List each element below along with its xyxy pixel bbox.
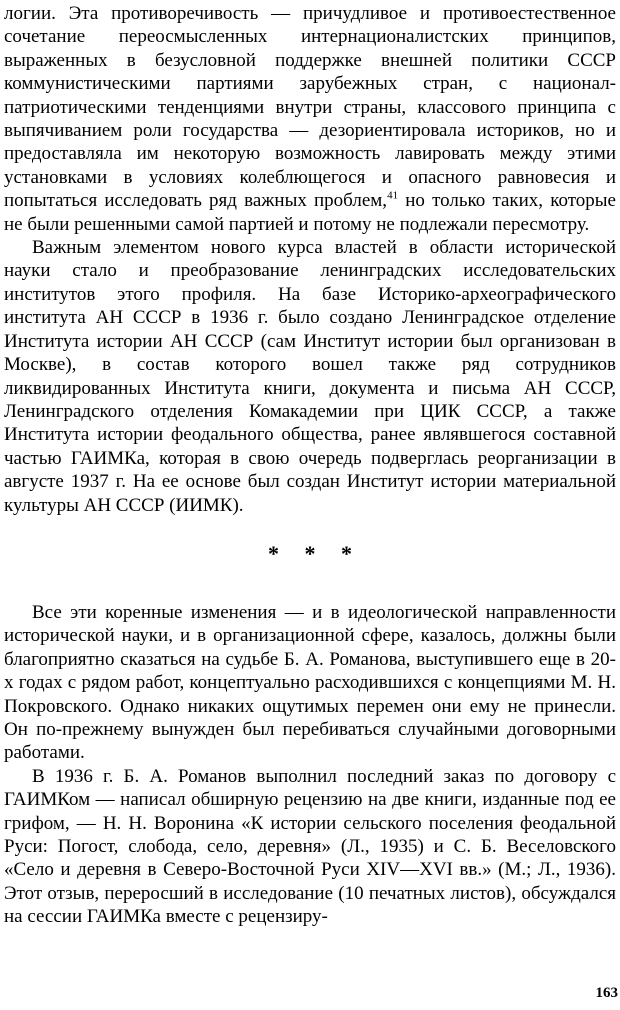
paragraph-2: Важным элементом нового курса властей в области исторической науки стало и преобразование ленинградских исследовательских институтов этого профиля. На базе Историко-археографического института АН СССР в 1936 г. было создано Ленинградское отделение Института истории АН СССР (сам Институт истории был организован в Москве), в состав которого вошел также ряд сотрудников ликвидированных Института книги, документа и письма АН СССР, Ленинградского отделения Комакадемии при ЦИК СССР, а также Института истории феодального общества, ранее являвшегося составной частью ГАИМКа, которая в свою очередь подверглась реорганизации в августе 1937 г. На ее основе был создан Институт истории материальной культуры АН СССР (ИИМК). <box>4 237 616 516</box>
section-separator: * * * <box>268 540 362 566</box>
paragraph-3: Все эти коренные изменения — и в идеологической направленности исторической науки, и в организационной сфере, казалось, должны были благоприятно сказаться на судьбе Б. А. Романова, выступившего еще в 20-х годах с рядом работ, концептуально расходившихся с концепциями М. Н. Покровского. Однако никаких ощутимых перемен они ему не принесли. Он по-прежнему вынужден был перебиваться случайными договорными работами. <box>4 601 616 764</box>
paragraph-1-text-b: но только таких, которые не были решенными самой партией и потому не подлежали пересмотру. <box>4 190 616 235</box>
paragraph-1 <box>4 2 616 236</box>
paragraph-1-text-a: логии. Эта противоречивость — причудливое и противоестественное сочетание переосмысленных интернационалистских принципов, выраженных в безусловной поддержке внешней политики СССР коммунистическими партиями зарубежных стран, с национал-патриотическими тенденциями внутри страны, классового принципа с выпячиванием роли государства — дезориентировала историков, но и предоставляла им некоторую возможность лавировать между этими установками в условиях колеблющегося и опасного равновесия и попытаться исследовать ряд важных проблем, <box>4 3 616 212</box>
page-number: 163 <box>595 985 618 1001</box>
footnote-ref-41[interactable]: 41 <box>387 189 399 202</box>
paragraph-4: В 1936 г. Б. А. Романов выполнил последний заказ по договору с ГАИМКом — написал обширную рецензию на две книги, изданные под ее грифом, — Н. Н. Воронина «К истории сельского поселения феодальной Руси: Погост, слобода, село, деревня» (Л., 1935) и С. Б. Веселовского «Село и деревня в Северо-Восточной Руси XIV—XVI вв.» (М.; Л., 1936). Этот отзыв, переросший в исследование (10 печатных листов), обсуждался на сессии ГАИМКа вместе с рецензиру- <box>4 765 616 928</box>
